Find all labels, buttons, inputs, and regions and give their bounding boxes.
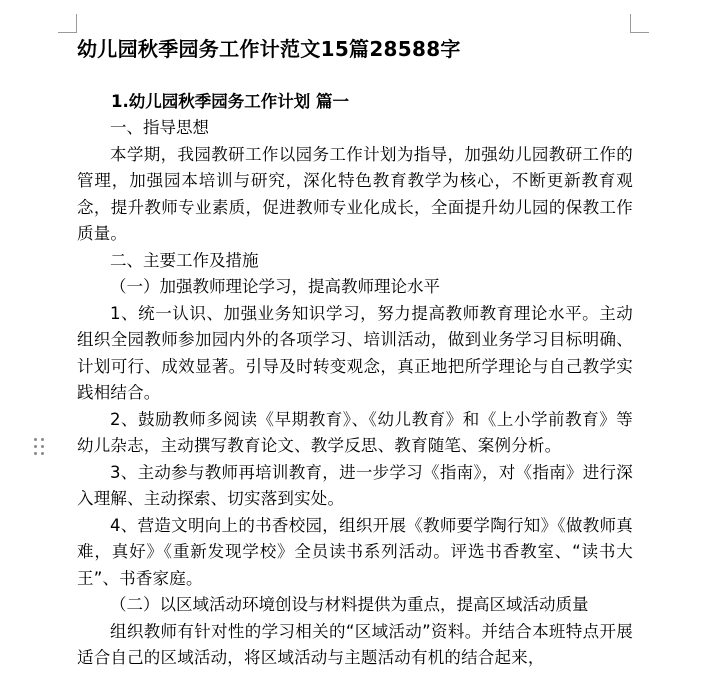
subheading-main-work: 二、主要工作及措施 xyxy=(110,250,259,270)
paragraph: 2、鼓励教师多阅读《早期教育》、《幼儿教育》和《上小学前教育》等幼儿杂志，主动撰写教育论文、教学反思、教育随笔、案例分析。 xyxy=(77,409,633,455)
paragraph: 4、营造文明向上的书香校园，组织开展《教师要学陶行知》《做教师真难，真好》《重新发现学校》全员读书系列活动。评选书香教室、“读书大王”、书香家庭。 xyxy=(77,515,633,588)
drag-handle-icon[interactable] xyxy=(34,438,46,456)
paragraph: 组织教师有针对性的学习相关的“区域活动”资料。并结合本班特点开展适合自己的区域活动，将区域活动与主题活动有机的结合起来， xyxy=(77,621,633,667)
page-corner-mark-top-left xyxy=(58,14,77,33)
paragraph: 本学期，我园教研工作以园务工作计划为指导，加强幼儿园教研工作的管理，加强园本培训与研究，深化特色教育教学为核心，不断更新教育观念，提升教师专业素质，促进教师专业化成长，全面提升幼儿园的保教工作质量。 xyxy=(77,144,633,243)
document-title: 幼儿园秋季园务工作计范文15篇28588字 xyxy=(77,37,461,61)
section-heading: 1.幼儿园秋季园务工作计划 篇一 xyxy=(111,92,349,111)
subheading-theory-study: （一）加强教师理论学习，提高教师理论水平 xyxy=(110,277,440,296)
document-body[interactable] xyxy=(77,34,633,672)
subheading-guiding-thought: 一、指导思想 xyxy=(110,118,209,137)
paragraph: 3、主动参与教师再培训教育，进一步学习《指南》，对《指南》进行深入理解、主动探索、切实落到实处。 xyxy=(77,462,633,508)
subheading-area-activities: （二）以区域活动环境创设与材料提供为重点，提高区域活动质量 xyxy=(110,595,589,614)
page-corner-mark-top-right xyxy=(630,14,649,33)
paragraph: 1、统一认识、加强业务知识学习，努力提高教师教育理论水平。主动组织全园教师参加园内外的各项学习、培训活动，做到业务学习目标明确、计划可行、成效显著。引导及时转变观念，真正地把所学理论与自己教学实践相结合。 xyxy=(77,303,633,402)
